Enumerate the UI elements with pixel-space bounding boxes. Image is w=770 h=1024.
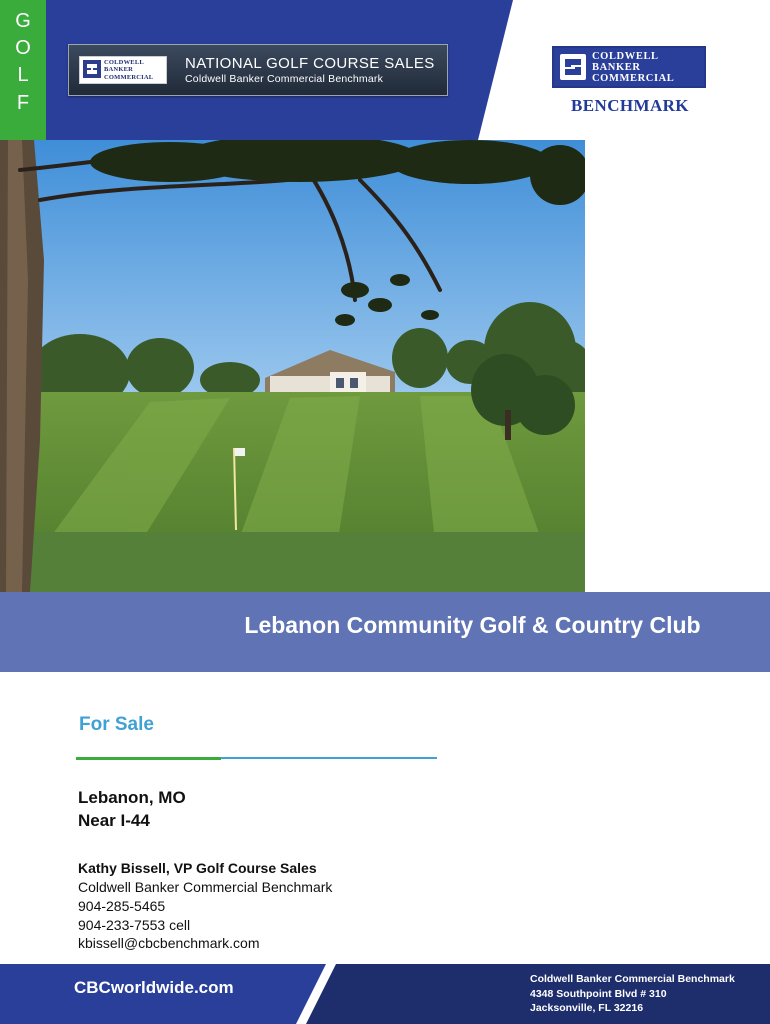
footer-city: Jacksonville, FL 32216 bbox=[530, 1002, 644, 1014]
banner-subtitle: Coldwell Banker Commercial Benchmark bbox=[185, 73, 384, 85]
golf-letter-o: O bbox=[15, 37, 31, 59]
golf-letter-l: L bbox=[17, 64, 29, 86]
for-sale-heading: For Sale bbox=[79, 714, 154, 735]
contact-phone[interactable]: 904-285-5465 bbox=[78, 898, 166, 914]
footer-street: 4348 Southpoint Blvd # 310 bbox=[530, 988, 667, 1000]
divider-blue bbox=[221, 757, 437, 759]
cbc-logo-mark-icon bbox=[83, 60, 101, 78]
golf-letter-f: F bbox=[16, 92, 30, 114]
banner-title: NATIONAL GOLF COURSE SALES bbox=[185, 55, 435, 72]
golf-vertical-bar bbox=[0, 0, 46, 140]
contact-company: Coldwell Banker Commercial Benchmark bbox=[78, 879, 333, 895]
title-band bbox=[0, 592, 770, 672]
contact-name: Kathy Bissell, VP Golf Course Sales bbox=[78, 860, 317, 876]
cbc-logo-text: COLDWELL BANKER COMMERCIAL bbox=[592, 51, 675, 85]
banner-logo-text: COLDWELL BANKER COMMERCIAL bbox=[104, 59, 154, 81]
contact-cell[interactable]: 904-233-7553 cell bbox=[78, 917, 191, 933]
benchmark-wordmark: BENCHMARK bbox=[571, 96, 689, 115]
cbc-logo-mark-icon bbox=[560, 54, 586, 80]
location-highway: Near I-44 bbox=[78, 811, 150, 830]
golf-course-photo bbox=[0, 140, 585, 592]
divider-green bbox=[76, 757, 221, 760]
property-title: Lebanon Community Golf & Country Club bbox=[244, 612, 701, 638]
coldwell-banker-commercial-logo bbox=[552, 46, 706, 88]
footer-website-link[interactable]: CBCworldwide.com bbox=[74, 978, 234, 997]
contact-email[interactable]: kbissell@cbcbenchmark.com bbox=[78, 935, 260, 951]
location-city: Lebanon, MO bbox=[78, 788, 186, 807]
golf-course-photo-svg bbox=[0, 140, 585, 592]
national-golf-banner bbox=[68, 44, 448, 96]
footer-company: Coldwell Banker Commercial Benchmark bbox=[530, 973, 735, 985]
golf-letter-g: G bbox=[15, 10, 31, 32]
banner-cbc-logo bbox=[79, 56, 167, 84]
